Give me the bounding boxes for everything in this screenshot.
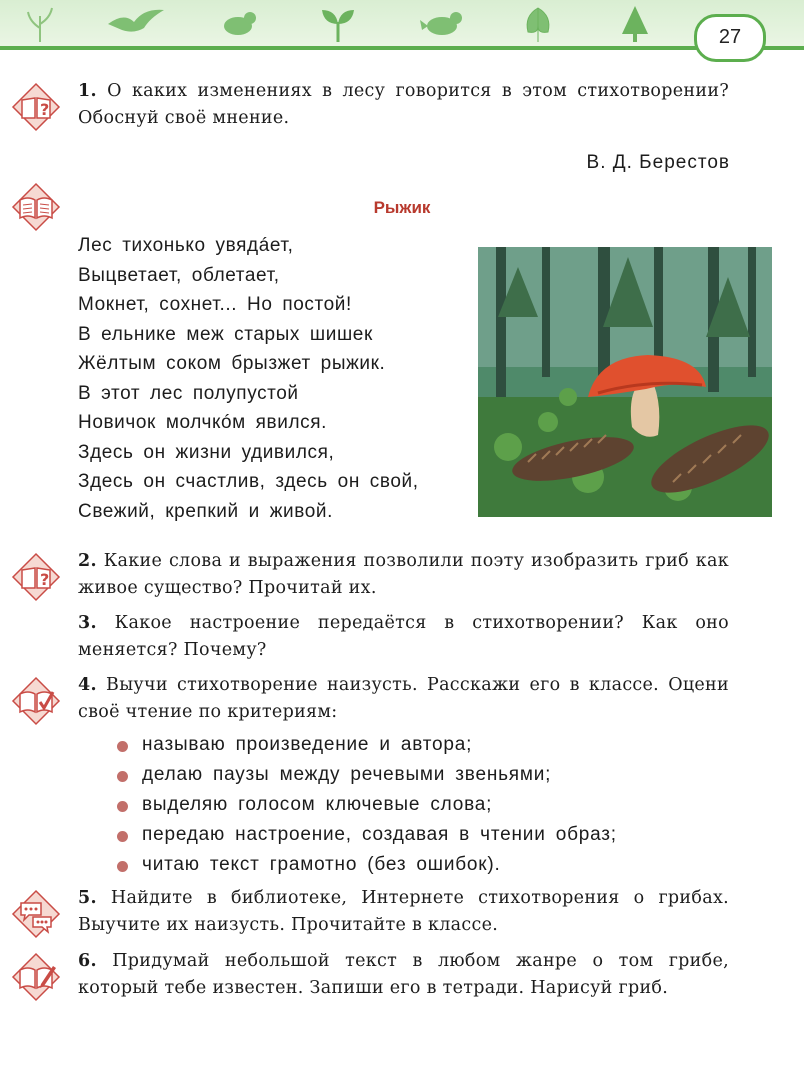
- svg-text:?: ?: [40, 570, 50, 589]
- list-item: читаю текст грамотно (без ошибок).: [117, 850, 617, 880]
- poem-line: В этот лес полупустой: [78, 382, 299, 404]
- speech-bubbles-icon: [11, 889, 61, 939]
- criteria-list: [117, 730, 617, 880]
- poem-line: Выцветает, облетает,: [78, 264, 280, 286]
- mushroom-forest-illustration: [478, 247, 772, 517]
- task-1: 1. О каких изменениях в лесу говорится в этом стихотворении? Обоснуй своё мнение.: [78, 81, 729, 128]
- task-3: 3. Какое настроение передаётся в стихотворении? Как оно меняется? Почему?: [78, 613, 729, 660]
- poem-line: Мокнет, сохнет... Но постой!: [78, 294, 352, 315]
- poem-line: Свежий, крепкий и живой.: [78, 500, 333, 522]
- question-book-icon: [11, 552, 61, 602]
- bird-icon: [104, 4, 168, 40]
- list-item: передаю настроение, создавая в чтении образ;: [117, 820, 617, 850]
- poem-body: [78, 231, 419, 526]
- poem-line: Жёлтым соком брызжет рыжик.: [78, 353, 386, 374]
- tree-icon: [618, 4, 652, 44]
- poem-line: Лес тихонько увядáет,: [78, 235, 294, 256]
- bird-icon: [420, 4, 470, 40]
- poem-line: Здесь он жизни удивился,: [78, 441, 335, 463]
- task-5: 5. Найдите в библиотеке, Интернете стихотворения о грибах. Выучите их наизусть. Прочитайте в классе.: [78, 888, 729, 935]
- poem-line: Здесь он счастлив, здесь он свой,: [78, 471, 419, 492]
- list-item: выделяю голосом ключевые слова;: [117, 790, 617, 820]
- poem-line: Новичок молчкóм явился.: [78, 412, 328, 433]
- list-item: делаю паузы между речевыми звеньями;: [117, 760, 617, 790]
- task-4: 4. Выучи стихотворение наизусть. Расскажи его в классе. Оцени своё чтение по критериям:: [78, 675, 729, 722]
- poem-title: Рыжик: [373, 198, 431, 217]
- poem-line: В ельнике меж старых шишек: [78, 323, 373, 345]
- bird-icon: [216, 4, 260, 40]
- leaf-icon: [520, 4, 556, 44]
- task-2: 2. Какие слова и выражения позволили поэту изобразить гриб как живое существо? Прочитай их.: [78, 551, 729, 598]
- plant-icon: [18, 4, 62, 44]
- page-header: [0, 0, 804, 50]
- question-book-icon: [11, 82, 61, 132]
- svg-text:?: ?: [40, 100, 50, 119]
- poem-author: В. Д. Берестов: [586, 152, 730, 173]
- checkmark-book-icon: [11, 676, 61, 726]
- task-6: 6. Придумай небольшой текст в любом жанре о том грибе, который тебе известен. Запиши его в тетради. Нарисуй гриб.: [78, 951, 729, 998]
- list-item: называю произведение и автора;: [117, 730, 617, 760]
- page-number: 27: [694, 14, 766, 62]
- pencil-book-icon: [11, 952, 61, 1002]
- sprout-icon: [318, 4, 358, 44]
